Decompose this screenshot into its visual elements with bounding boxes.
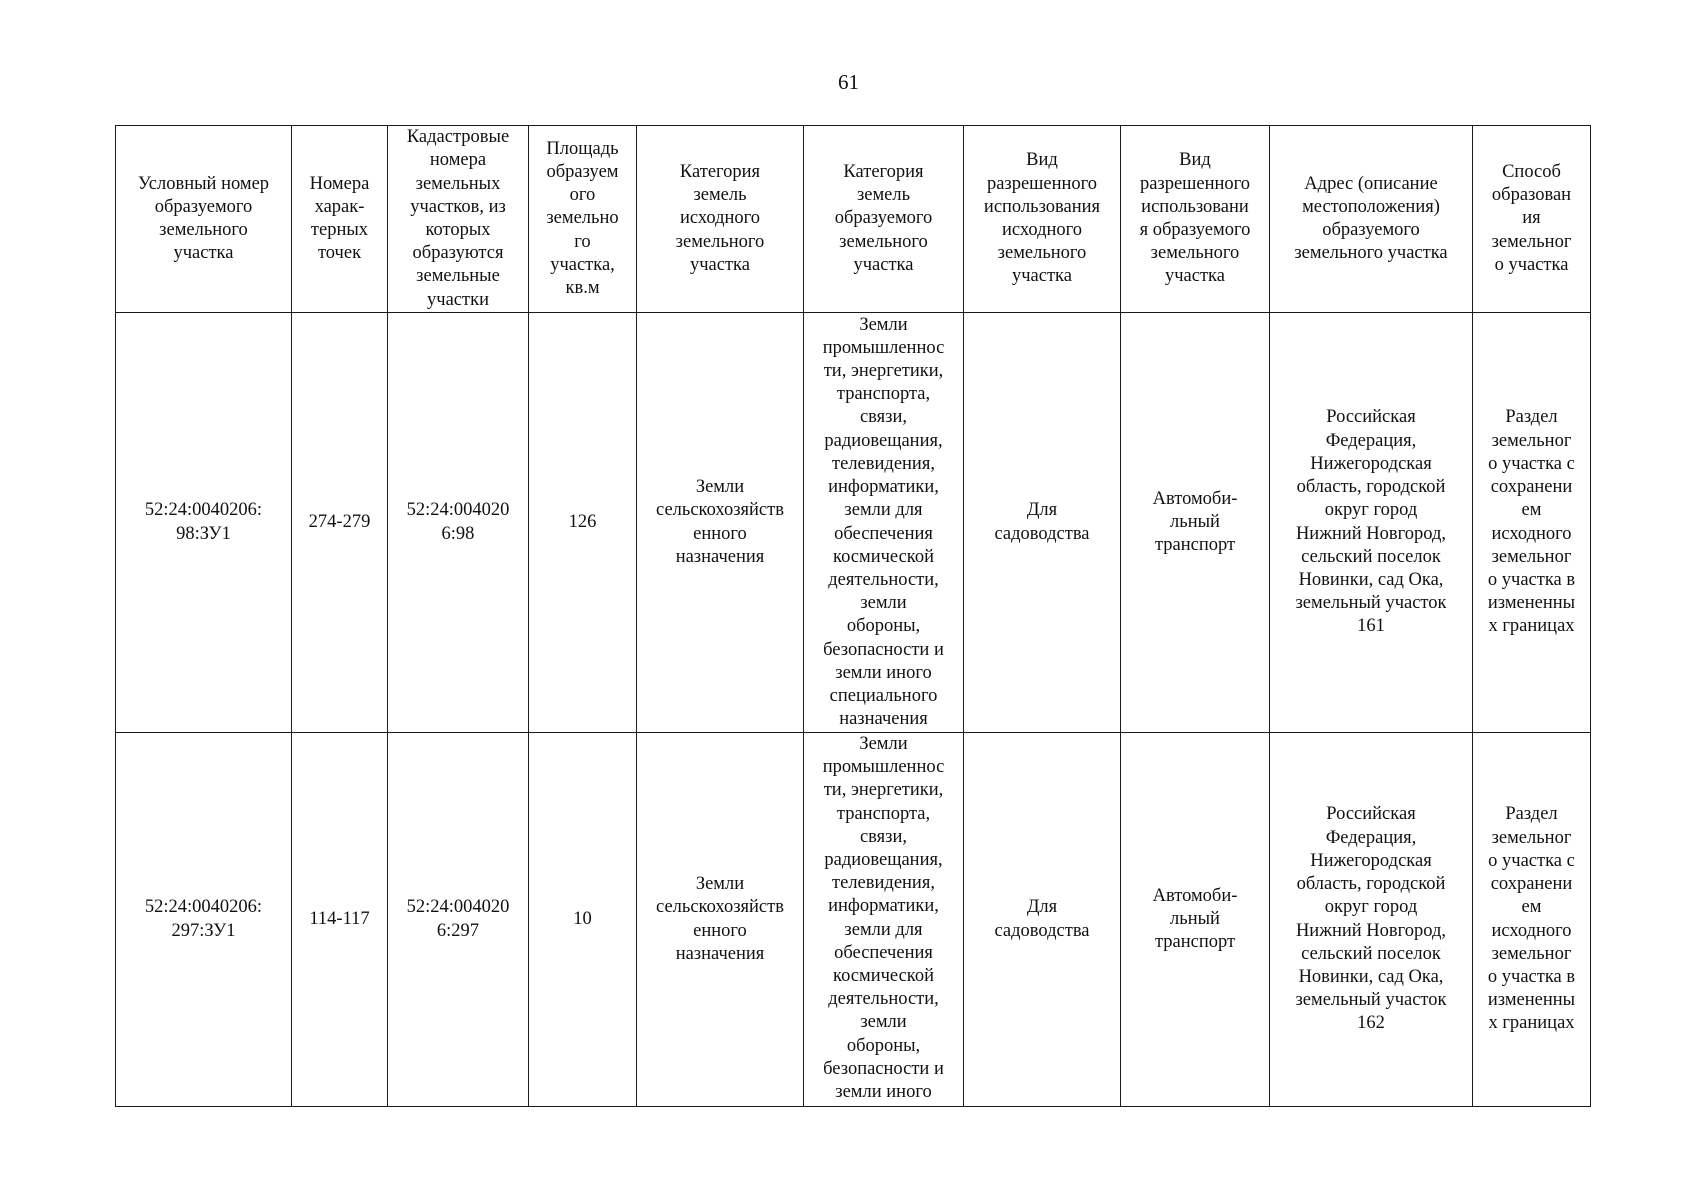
- header-address: Адрес (описание местоположения) образуемого земельного участка: [1270, 126, 1473, 313]
- header-new-category: Категория земель образуемого земельного участка: [804, 126, 964, 313]
- header-conditional-number: Условный номер образуемого земельного участка: [116, 126, 292, 313]
- cell-new-use: Автомоби- льный транспорт: [1121, 733, 1270, 1107]
- header-source-cadastral: Кадастровые номера земельных участков, из которых образуются земельные участки: [388, 126, 529, 313]
- cell-points: 274-279: [292, 313, 388, 733]
- table-row: [116, 733, 1591, 1107]
- land-plots-table: [115, 125, 1591, 1107]
- cell-new-category: Земли промышленнос ти, энергетики, транспорта, связи, радиовещания, телевидения, информатики, земли для обеспечения космической деятельности, земли обороны, безопасности и земли иного специального назначения: [804, 313, 964, 733]
- cell-new-use: Автомоби- льный транспорт: [1121, 313, 1270, 733]
- cell-new-category: Земли промышленнос ти, энергетики, транспорта, связи, радиовещания, телевидения, информатики, земли для обеспечения космической деятельности, земли обороны, безопасности и земли иного: [804, 733, 964, 1107]
- cell-address: Российская Федерация, Нижегородская область, городской округ город Нижний Новгород, сельский поселок Новинки, сад Ока, земельный участок 161: [1270, 313, 1473, 733]
- header-method: Способ образован ия земельног о участка: [1473, 126, 1591, 313]
- table-row: [116, 313, 1591, 733]
- cell-conditional-number: 52:24:0040206: 297:ЗУ1: [116, 733, 292, 1107]
- cell-area: 126: [529, 313, 637, 733]
- cell-source-use: Для садоводства: [964, 313, 1121, 733]
- cell-method: Раздел земельног о участка с сохранени ем исходного земельног о участка в измененны х границах: [1473, 313, 1591, 733]
- cell-source-cadastral: 52:24:004020 6:297: [388, 733, 529, 1107]
- page-number: 61: [838, 70, 859, 94]
- header-source-category: Категория земель исходного земельного участка: [637, 126, 804, 313]
- cell-source-use: Для садоводства: [964, 733, 1121, 1107]
- table-header-row: [116, 126, 1591, 313]
- cell-source-category: Земли сельскохозяйств енного назначения: [637, 733, 804, 1107]
- header-source-use: Вид разрешенного использования исходного земельного участка: [964, 126, 1121, 313]
- cell-points: 114-117: [292, 733, 388, 1107]
- cell-address: Российская Федерация, Нижегородская область, городской округ город Нижний Новгород, сельский поселок Новинки, сад Ока, земельный участок 162: [1270, 733, 1473, 1107]
- cell-area: 10: [529, 733, 637, 1107]
- cell-method: Раздел земельног о участка с сохранени ем исходного земельног о участка в измененны х границах: [1473, 733, 1591, 1107]
- header-new-use: Вид разрешенного использовани я образуемого земельного участка: [1121, 126, 1270, 313]
- cell-source-cadastral: 52:24:004020 6:98: [388, 313, 529, 733]
- header-area: Площадь образуем ого земельно го участка, кв.м: [529, 126, 637, 313]
- header-points: Номера харак- терных точек: [292, 126, 388, 313]
- cell-source-category: Земли сельскохозяйств енного назначения: [637, 313, 804, 733]
- cell-conditional-number: 52:24:0040206: 98:ЗУ1: [116, 313, 292, 733]
